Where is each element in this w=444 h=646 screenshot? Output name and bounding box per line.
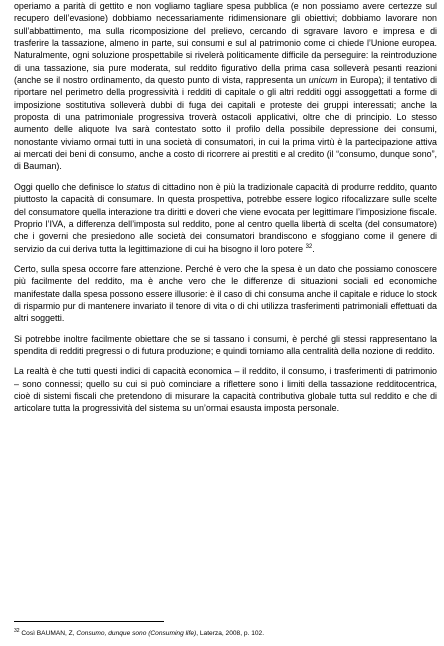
paragraph [14, 333, 437, 358]
text-run: Così BAUMAN, Z, [19, 630, 77, 637]
text-run: operiamo a parità di gettito e non vogliamo tagliare spesa pubblica (e non possiamo avere certezze sul recupero dell’evasione) dobbiamo necessariamente ridimensionare gli obiettivi; dobbiamo lavorare non sull’abbattimento, ma sulla ricomposizione del prelievo, cercando di sgravare lavoro e impresa e di trasferire la tassazione, almeno in parte, sui consumi e sul al patrimonio come ci chiede l’Unione europea. Naturalmente, ogni soluzione prospettabile si rivelerà politicamente difficile da perseguire: la reintroduzione di una tassazione, sia pure moderata, sul reddito figurativo della prima casa solleverà pesanti reazioni (anche se il nostro ordinamento, da questo punto di vista, rappresenta un [14, 1, 437, 86]
footnote [14, 629, 434, 638]
paragraph [14, 263, 437, 325]
text-run: Certo, sulla spesa occorre fare attenzione. Perché è vero che la spesa è un dato che possiamo conoscere più facilmente del reddito, ma è anche vero che le differenze di situazioni sociali ed economiche manifestate dalla spesa possono essere illusorie: è il caso di chi consuma anche il capitale e riduce lo stock di risparmio pur di mantenere invariato il tenore di vita o di chi utilizza trasferimenti patrimoniali effettuati da altri soggetti. [14, 263, 437, 324]
text-run: in Europa); il tentativo di riportare nel perimetro della progressività i redditi di capitale o gli altri redditi oggi assoggettati a forme di imposizione sostitutiva solleverà dubbi di fuga dei capitali e proteste dei gruppi interessati; anche la proposta di una patrimoniale progressiva troverà ostacoli applicativi, oltre che di principio. Lo stesso aumento delle aliquote Iva sarà contestato sotto il profilo della possibile depressione dei consumi, nonostante viviamo ormai tutti in una società di consumatori, in cui la prima virtù è la partecipazione attiva ai mercati dei beni di consumo, anche a costo di ricorrere ai prestiti e al credito (il “consumo, dunque sono”, di Bauman). [14, 75, 437, 172]
paragraph [14, 0, 437, 173]
paragraph [14, 181, 437, 255]
text-run: Oggi quello che definisce lo [14, 181, 127, 192]
text-run: Si potrebbe inoltre facilmente obiettare che se si tassano i consumi, è perché gli stessi rappresentano la spendita di redditi pregressi o di futura produzione; e quindi torniamo alla centralità della nozione di reddito. [14, 333, 437, 356]
footnote-reference: 32 [14, 627, 20, 634]
text-run: . [312, 243, 315, 254]
text-run: , Laterza, 2008, p. 102. [196, 630, 265, 637]
italic-text: unicum [308, 75, 338, 86]
footnote-reference: 32 [305, 243, 313, 250]
footnote-divider [14, 621, 164, 622]
italic-text: status [126, 181, 151, 192]
italic-text: Consumo, dunque sono (Consuming life) [76, 630, 197, 637]
paragraph [14, 365, 437, 414]
text-run: La realtà è che tutti questi indici di capacità economica – il reddito, il consumo, i trasferimenti di patrimonio – sono connessi; quello su cui si può cominciare a riflettere sono i limiti della tassazione redditocentrica, cioè di sistemi fiscali che pretendono di misurare la capacità contributiva globale tutta sul reddito e che di articolare tutta la progressività del sistema su un’ormai esausta imposta personale. [14, 366, 437, 414]
document-body [14, 0, 437, 415]
text-run: di cittadino non è più la tradizionale capacità di produrre reddito, quanto piuttosto la capacità di consumare. In questa prospettiva, potrebbe essere logico rifocalizzare sulle scelte del consumatore quella interazione tra diritti e doveri che viene evocata per legittimare l’imposizione fiscale. Proprio l’IVA, a differenza dell’imposta sul reddito, pone al centro quella libertà di scelta (del consumatore) che i governi che presiedono alle società dei consumatori brandiscono e sfoggiano come il genere di servizio da cui deriva tutta la legittimazione di cui ha bisogno il loro potere [14, 181, 437, 254]
